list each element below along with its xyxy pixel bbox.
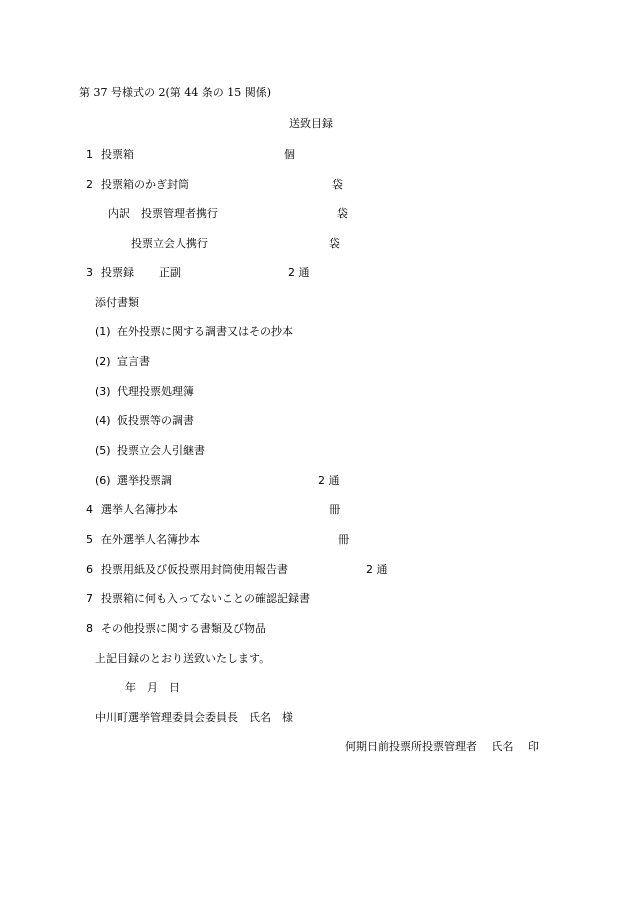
attachments-heading: 添付書類: [95, 296, 139, 309]
item-label: 投票録: [101, 266, 134, 279]
item-number: 1: [86, 148, 93, 161]
item-label: 代理投票処理簿: [117, 385, 194, 398]
item-number: 2: [86, 178, 93, 191]
item-label: 在外選挙人名簿抄本: [101, 533, 200, 546]
item-unit: 冊: [338, 533, 349, 546]
item-label: 投票箱: [101, 148, 134, 161]
item-number: 4: [86, 503, 93, 516]
item-number: (3): [95, 385, 111, 398]
item-label: その他投票に関する書類及び物品: [101, 622, 266, 635]
item-label: 投票箱のかぎ封筒: [101, 178, 189, 191]
item-label: 投票箱に何も入ってないことの確認記録書: [101, 592, 310, 605]
form-reference: 第 37 号様式の 2(第 44 条の 15 関係): [79, 86, 272, 99]
item-detail: 正副: [159, 266, 181, 279]
item-number: 6: [86, 563, 93, 576]
item-label: 投票用紙及び仮投票用封筒使用報告書: [101, 563, 288, 576]
item-number: (1): [95, 325, 111, 338]
item-unit: 冊: [329, 503, 340, 516]
breakdown-prefix: 内訳: [108, 207, 130, 220]
item-number: 7: [86, 592, 93, 605]
item-label: 選挙投票調: [117, 474, 172, 487]
sender-signature: 何期日前投票所投票管理者 氏名 印: [345, 740, 539, 753]
document-title: 送致目録: [289, 117, 333, 130]
addressee: 中川町選挙管理委員会委員長 氏名 様: [95, 711, 293, 724]
closing-statement: 上記目録のとおり送致いたします。: [95, 652, 271, 665]
item-label: 選挙人名簿抄本: [101, 503, 178, 516]
date-line: 年 月 日: [125, 681, 180, 694]
item-unit: 袋: [337, 207, 348, 220]
item-unit: 2 通: [288, 266, 310, 279]
item-number: (6): [95, 474, 111, 487]
item-label: 投票立会人携行: [131, 237, 208, 250]
item-number: 8: [86, 622, 93, 635]
item-unit: 袋: [332, 178, 343, 191]
item-label: 投票立会人引継書: [117, 444, 205, 457]
item-unit: 2 通: [318, 474, 340, 487]
item-label: 投票管理者携行: [141, 207, 218, 220]
item-number: (5): [95, 444, 111, 457]
item-label: 宣言書: [117, 355, 150, 368]
item-number: (2): [95, 355, 111, 368]
item-label: 仮投票等の調書: [117, 414, 194, 427]
item-number: 5: [86, 533, 93, 546]
item-label: 在外投票に関する調書又はその抄本: [117, 325, 293, 338]
item-unit: 個: [284, 148, 295, 161]
item-unit: 2 通: [366, 563, 388, 576]
item-number: (4): [95, 414, 111, 427]
item-unit: 袋: [329, 237, 340, 250]
item-number: 3: [86, 266, 93, 279]
